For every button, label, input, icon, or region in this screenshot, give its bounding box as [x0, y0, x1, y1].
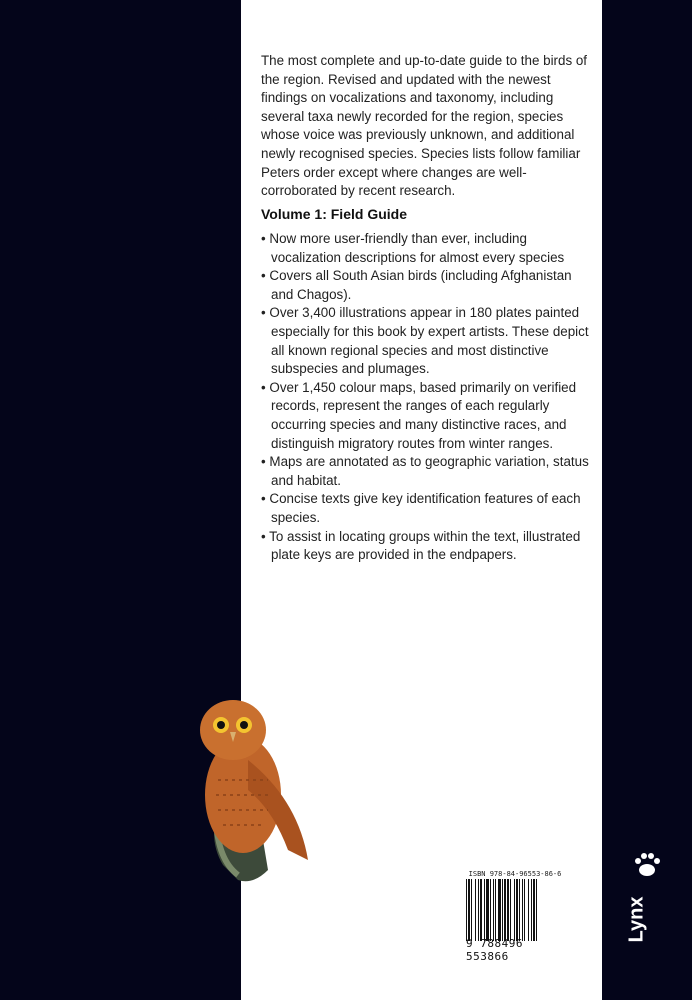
list-item: • Maps are annotated as to geographic variation, status and habitat. — [261, 453, 591, 490]
barcode-bar — [537, 879, 538, 941]
list-item: • Over 3,400 illustrations appear in 180 plates painted especially for this book by expert artists. These depict all known regional species and most distinctive subspecies and plumages. — [261, 304, 591, 378]
list-item: • Concise texts give key identification features of each species. — [261, 490, 591, 527]
publisher-logo — [620, 850, 676, 960]
barcode — [466, 870, 564, 963]
owl-illustration — [178, 690, 318, 890]
volume-heading: Volume 1: Field Guide — [261, 206, 407, 222]
list-item: • Covers all South Asian birds (including Afghanistan and Chagos). — [261, 267, 591, 304]
list-item: • Now more user-friendly than ever, including vocalization descriptions for almost every species — [261, 230, 591, 267]
intro-paragraph: The most complete and up-to-date guide to the birds of the region. Revised and updated with the newest findings on vocalizations and taxonomy, including several taxa newly recorded for the region, species whose voice was previously unknown, and additional newly recognised species. Species lists follow familiar Peters order except where changes are well-corroborated by recent research. — [261, 53, 588, 199]
isbn-text: ISBN 978-84-96553-86-6 — [468, 870, 562, 878]
list-item: • Over 1,450 colour maps, based primarily on verified records, represent the ranges of each regularly occurring species and many distinctive races, and distinguish migratory routes from winter ranges. — [261, 379, 591, 453]
publisher-name: Lynx — [625, 896, 648, 943]
paw-icon — [632, 850, 662, 880]
barcode-bars — [466, 879, 564, 941]
ean-number: 9 788496 553866 — [466, 937, 523, 963]
list-item: • To assist in locating groups within the text, illustrated plate keys are provided in the endpapers. — [261, 528, 591, 565]
feature-list — [261, 230, 591, 565]
